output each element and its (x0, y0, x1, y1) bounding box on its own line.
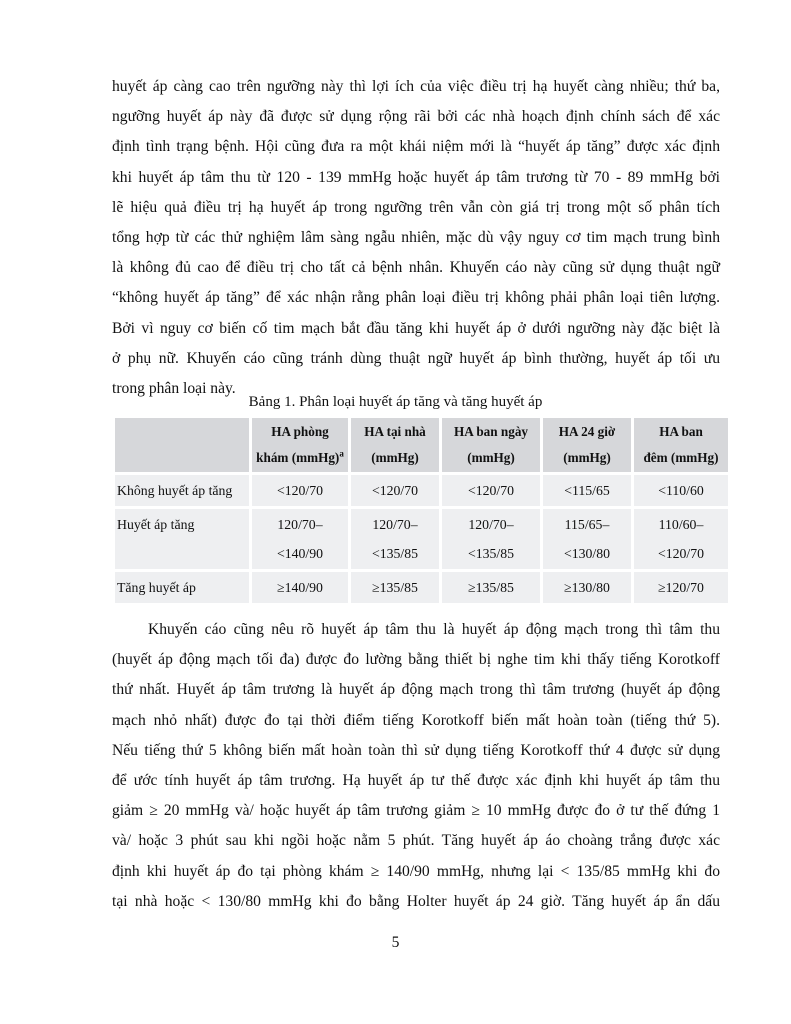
bp-classification-table (115, 418, 728, 606)
row-label: Không huyết áp tăng (115, 475, 249, 509)
header-night-bp: HA ban đêm (mmHg) (631, 418, 728, 475)
header-empty-cell (115, 418, 249, 475)
text-line: trong phân loại này. (112, 379, 236, 397)
header-home-bp: HA tại nhà (mmHg) (348, 418, 439, 475)
table-row (115, 475, 728, 509)
text-line: (huyết áp động mạch tối đa) được đo lường bằng thiết bị nghe tim khi thấy tiếng Korotkoff (112, 651, 720, 669)
header-24h-bp: HA 24 giờ (mmHg) (540, 418, 631, 475)
text-line: khi huyết áp tâm thu từ 120 - 139 mmHg hoặc huyết áp tâm trương từ 70 - 89 mmHg bởi (112, 168, 720, 186)
table-cell: ≥120/70 (631, 572, 728, 606)
text-line: để ước tính huyết áp tâm trương. Hạ huyết áp tư thế được xác định khi huyết áp tâm thu (112, 771, 720, 789)
text-line: Bởi vì nguy cơ biến cố tim mạch bắt đầu tăng khi huyết áp ở dưới ngưỡng này đặc biệt là (112, 319, 720, 337)
table-header-row (115, 418, 728, 475)
header-clinic-bp: HA phòng khám (mmHg)$^a$ (249, 418, 348, 475)
table-cell: ≥135/85 (348, 572, 439, 606)
text-line: định tình trạng bệnh. Hội cũng đưa ra một khái niệm mới là “huyết áp tăng” được xác định (112, 138, 720, 156)
text-line: giảm ≥ 20 mmHg và/ hoặc huyết áp tâm trương giảm ≥ 10 mmHg được đo ở tư thế đứng 1 (112, 802, 720, 820)
footnote-marker: a (339, 448, 344, 459)
text-line: lẽ hiệu quả điều trị hạ huyết áp trong ngưỡng trên vẫn còn giá trị trong một số phân tích (112, 198, 720, 216)
text-line: thứ nhất. Huyết áp tâm trương là huyết áp động mạch trong thì tâm trương (huyết áp động (112, 681, 720, 699)
text-line: và/ hoặc 3 phút sau khi ngồi hoặc nằm 5 phút. Tăng huyết áp áo choàng trắng được xác (112, 832, 720, 850)
row-label: Tăng huyết áp (115, 572, 249, 606)
text-line: tổng hợp từ các thử nghiệm lâm sàng ngẫu nhiên, mặc dù vậy nguy cơ tim mạch trung bình (112, 228, 720, 246)
table-cell: <120/70 (249, 475, 348, 509)
table-cell: <120/70 (348, 475, 439, 509)
table-caption: Bảng 1. Phân loại huyết áp tăng và tăng huyết áp (248, 394, 543, 410)
paragraph-definitions (112, 615, 720, 917)
text-line: “không huyết áp tăng” để xác nhận rằng phân loại điều trị không phải phân loại tiên lượng. (112, 289, 720, 307)
text-line: là không đủ cao để điều trị cho tất cả bệnh nhân. Khuyến cáo này cũng sử dụng thuật ngữ (112, 259, 720, 277)
table-cell: ≥140/90 (249, 572, 348, 606)
table-cell: 120/70– <135/85 (348, 509, 439, 572)
table-cell: <120/70 (439, 475, 540, 509)
table-row (115, 572, 728, 606)
page-number: 5 (391, 934, 400, 951)
table-cell: ≥135/85 (439, 572, 540, 606)
text-line: huyết áp càng cao trên ngưỡng này thì lợi ích của việc điều trị hạ huyết càng nhiều; thứ ba, (112, 78, 720, 95)
text-line: định khi huyết áp đo tại phòng khám ≥ 140/90 mmHg, nhưng lại < 135/85 mmHg khi đo (112, 862, 720, 880)
table-cell: 115/65– <130/80 (540, 509, 631, 572)
text-line: tại nhà hoặc < 130/80 mmHg khi đo bằng Holter huyết áp 24 giờ. Tăng huyết áp ẩn dấu (112, 892, 720, 910)
text-line: mạch nhỏ nhất) được đo tại thời điểm tiếng Korotkoff biến mất hoàn toàn (tiếng thứ 5). (112, 711, 720, 729)
text-line: Nếu tiếng thứ 5 không biến mất hoàn toàn thì sử dụng tiếng Korotkoff thứ 4 được sử dụng (112, 741, 720, 759)
text-line: ở phụ nữ. Khuyến cáo cũng tránh dùng thuật ngữ huyết áp bình thường, huyết áp tối ưu (112, 349, 720, 367)
text-line: Khuyến cáo cũng nêu rõ huyết áp tâm thu là huyết áp động mạch trong thì tâm thu (148, 621, 720, 638)
table-row (115, 509, 728, 572)
table-cell: 110/60– <120/70 (631, 509, 728, 572)
table-cell: <115/65 (540, 475, 631, 509)
table-cell: ≥130/80 (540, 572, 631, 606)
table-cell: 120/70– <140/90 (249, 509, 348, 572)
row-label: Huyết áp tăng (115, 509, 249, 572)
table-cell: <110/60 (631, 475, 728, 509)
paragraph-intro (112, 72, 720, 404)
text-line: ngưỡng huyết áp này đã được sử dụng rộng rãi bởi các nhà hoạch định chính sách để xác (112, 108, 720, 126)
header-daytime-bp: HA ban ngày (mmHg) (439, 418, 540, 475)
table-cell: 120/70– <135/85 (439, 509, 540, 572)
